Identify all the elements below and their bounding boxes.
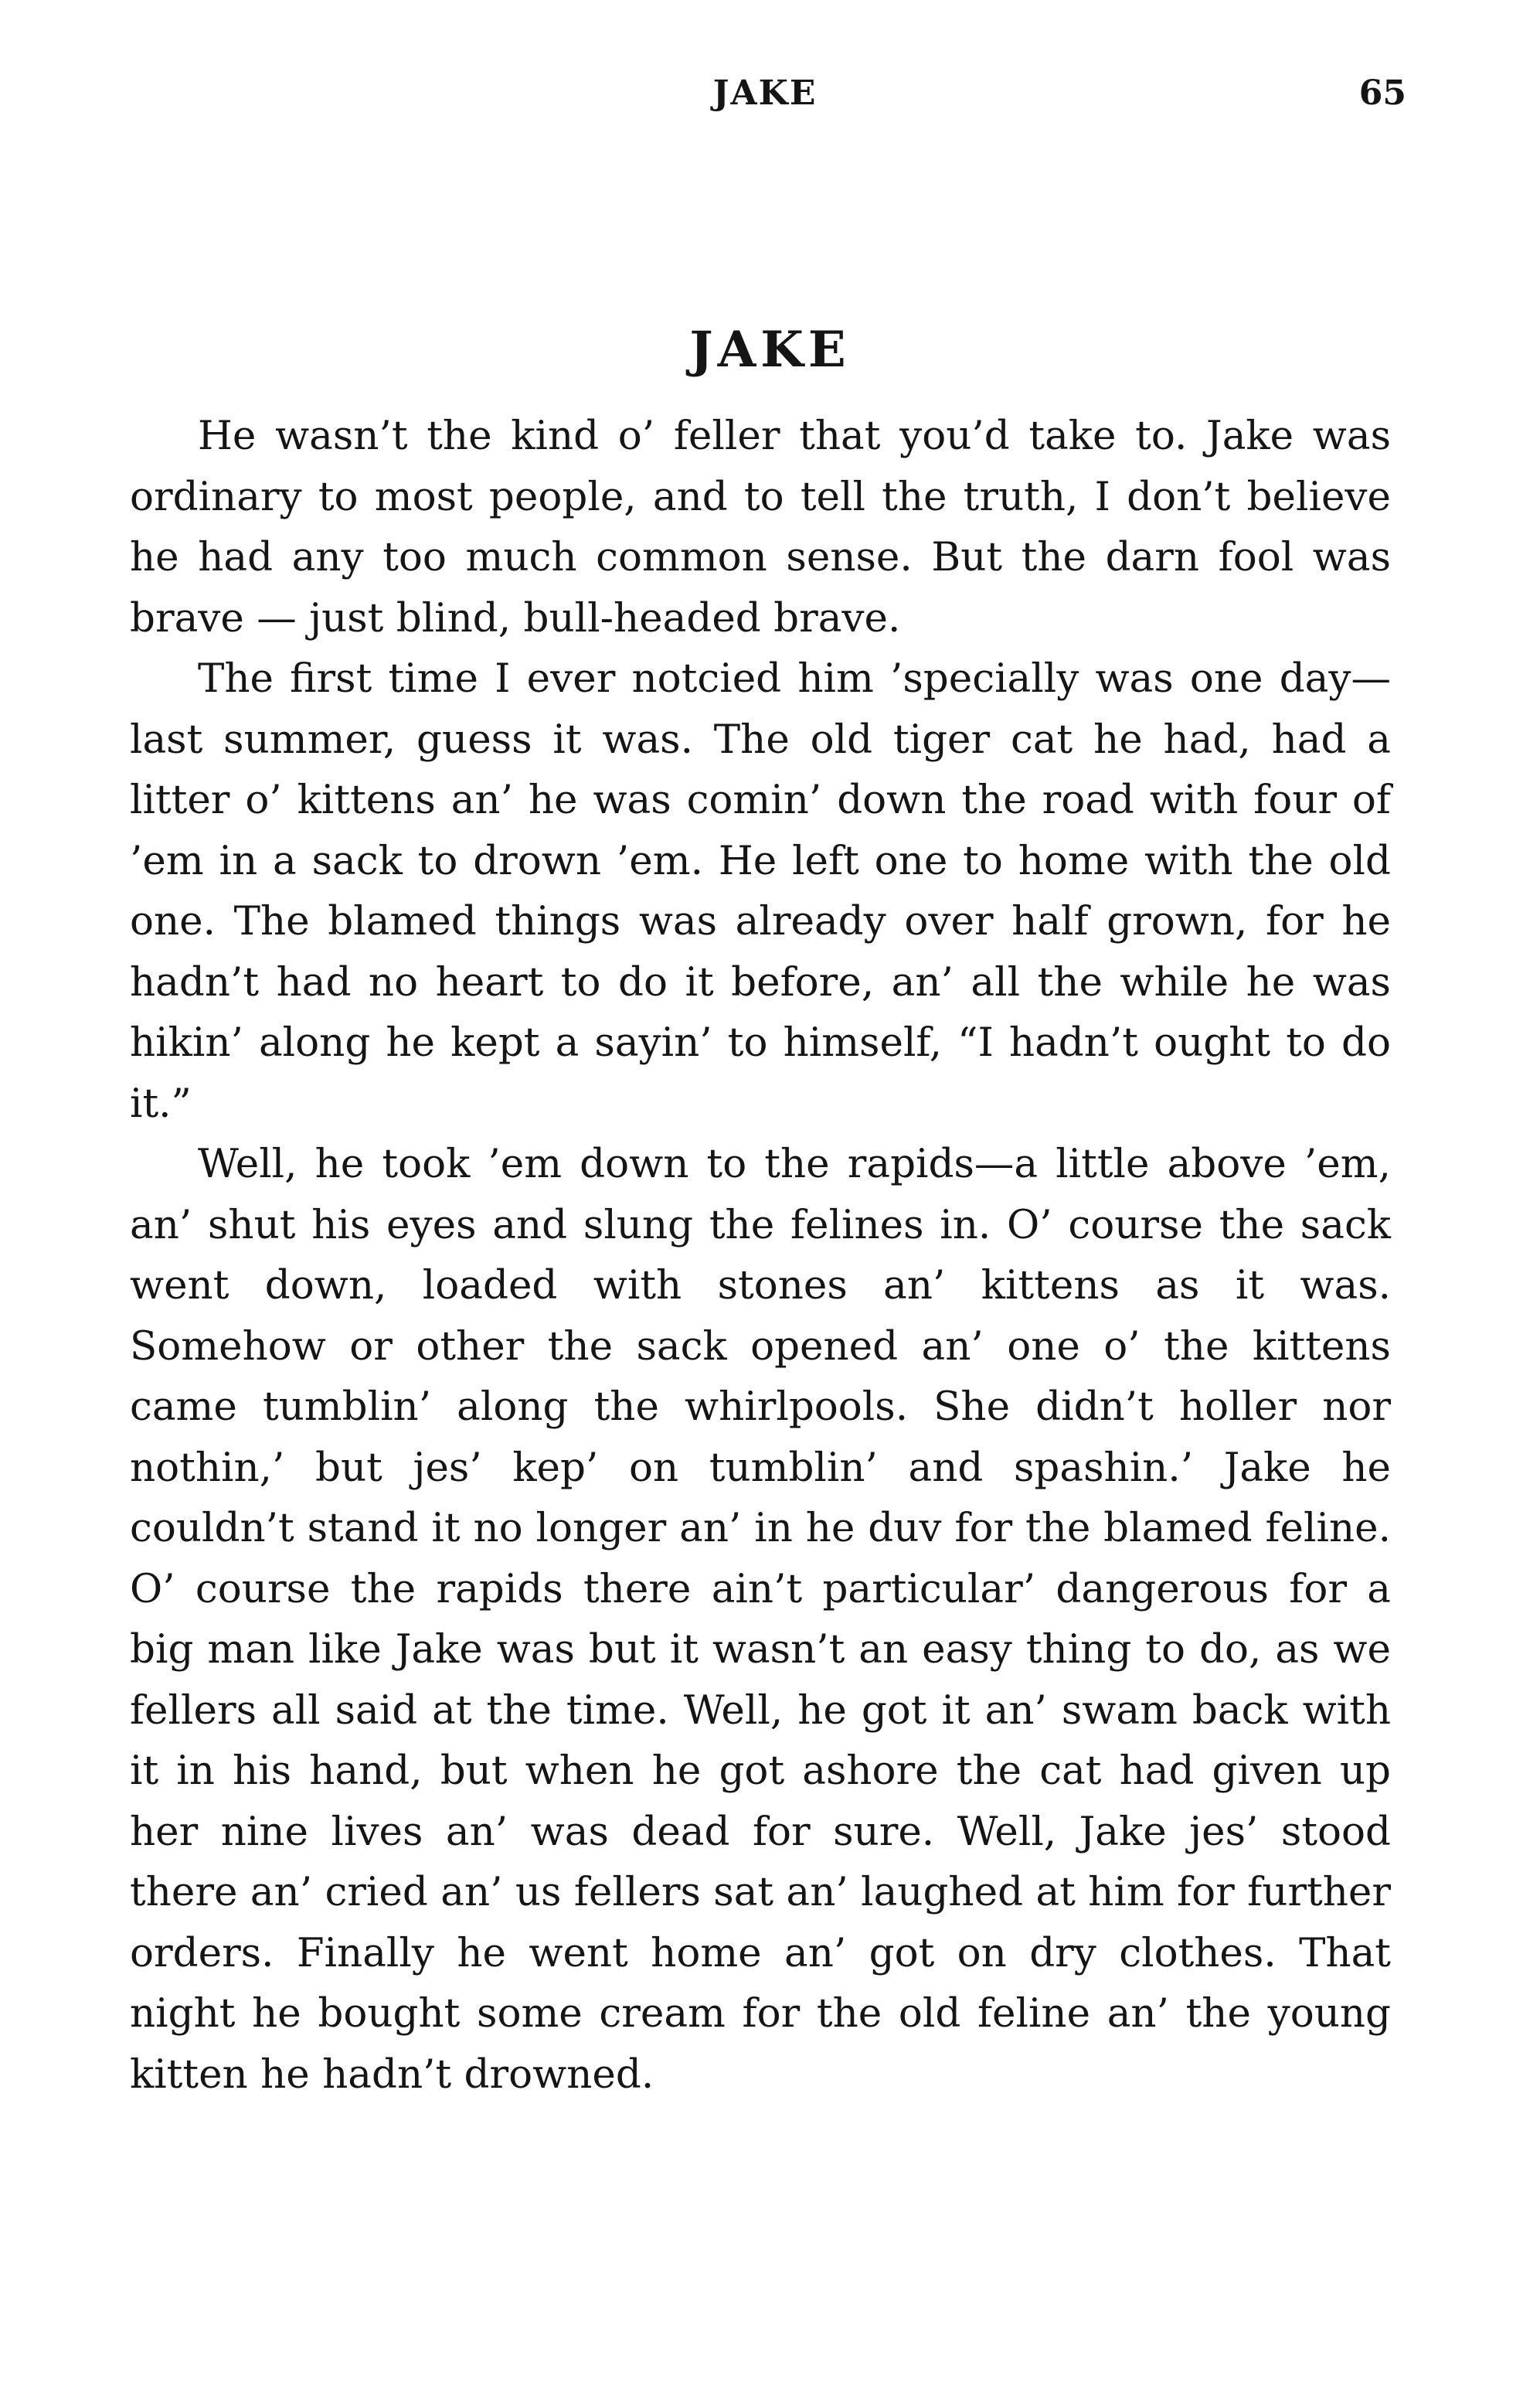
paragraph: Well, he took ’em down to the rapids—a little above ’em, an’ shut his eyes and slung the felines in. O’ course the sack went down, loaded with stones an’ kittens as it was. Somehow or other the sack opened an’ one o’ the kittens came tumblin’ along the whirlpools. She didn’t holler nor nothin,’ but jes’ kep’ on tumblin’ and spashin.’ Jake he couldn’t stand it no longer an’ in he duv for the blamed feline. O’ course the rapids there ain’t particular’ dangerous for a big man like Jake was but it wasn’t an easy thing to do, as we fellers all said at the time. Well, he got it an’ swam back with it in his hand, but when he got ashore the cat had given up her nine lives an’ was dead for sure. Well, Jake jes’ stood there an’ cried an’ us fellers sat an’ laughed at him for further orders. Finally he went home an’ got on dry clothes. That night he bought some cream for the old feline an’ the young kitten he hadn’t drowned. — [130, 1141, 1391, 2098]
page-number: 65 — [1358, 73, 1406, 113]
running-head — [124, 73, 1406, 128]
running-title: JAKE — [712, 73, 818, 113]
paragraph: The first time I ever notcied him ’specially was one day—last summer, guess it was. The old tiger cat he had, had a litter o’ kittens an’ he was comin’ down the road with four of ’em in a sack to drown ’em. He left one to home with the old one. The blamed things was already over half grown, for he hadn’t had no heart to do it before, an’ all the while he was hikin’ along he kept a sayin’ to himself, “I hadn’t ought to do it.” — [130, 655, 1391, 1127]
paragraph: He wasn’t the kind o’ feller that you’d take to. Jake was ordinary to most people, and to tell the truth, I don’t believe he had any too much common sense. But the darn fool was brave — just blind, bull-headed brave. — [130, 413, 1391, 642]
body-text — [130, 406, 1391, 2105]
chapter-title: JAKE — [689, 321, 851, 379]
